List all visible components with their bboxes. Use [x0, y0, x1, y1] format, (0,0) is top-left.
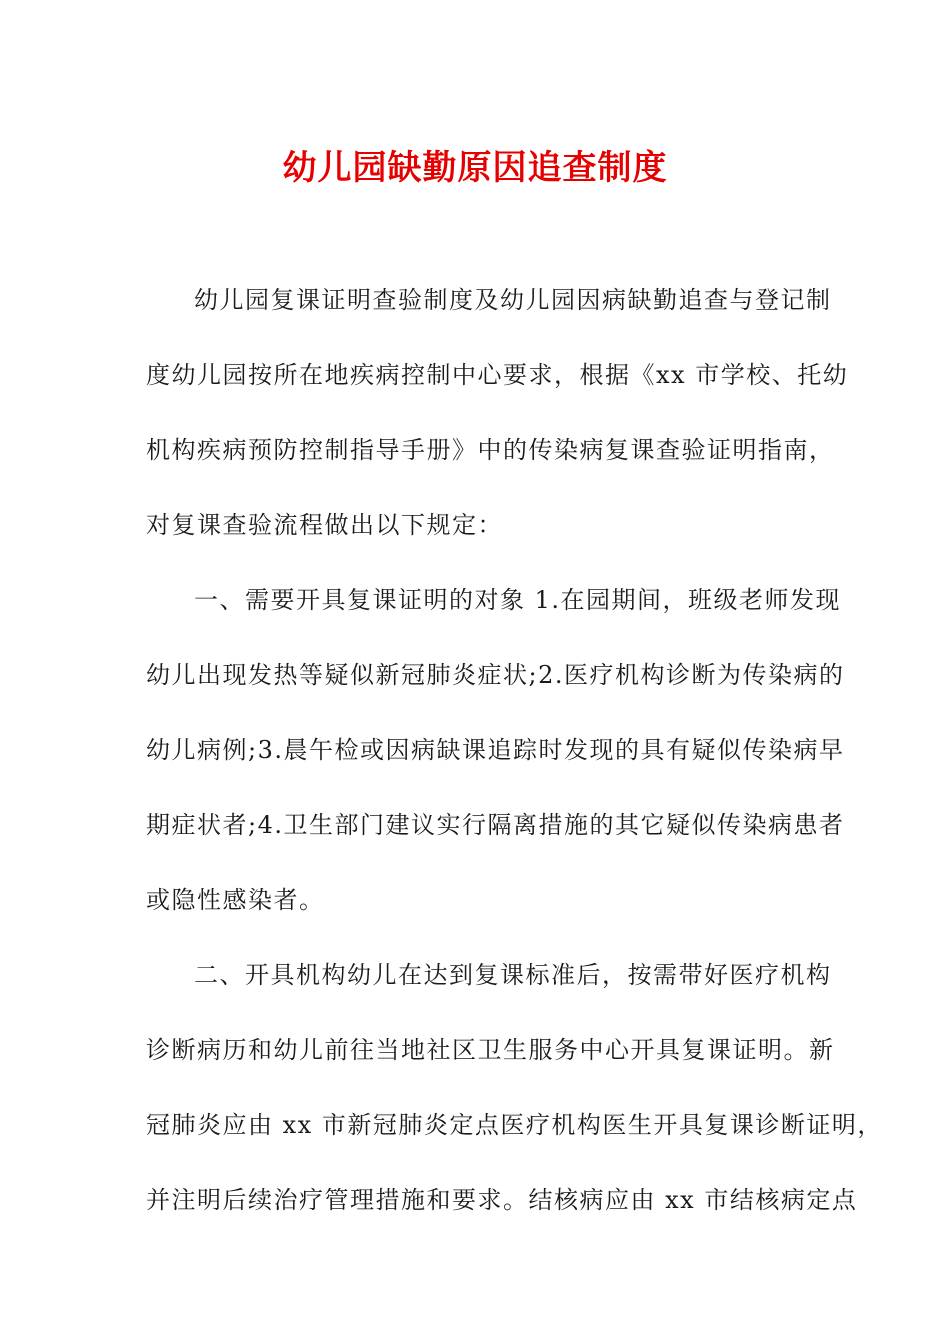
- paragraph-line: 幼儿园复课证明查验制度及幼儿园因病缺勤追查与登记制: [194, 286, 832, 314]
- paragraph-line: 幼儿病例;3.晨午检或因病缺课追踪时发现的具有疑似传染病早: [146, 736, 845, 764]
- paragraph-line: 对复课查验流程做出以下规定：: [146, 511, 503, 539]
- paragraph-line: 幼儿出现发热等疑似新冠肺炎症状;2.医疗机构诊断为传染病的: [146, 661, 845, 689]
- paragraph-line: 一、需要开具复课证明的对象 1.在园期间，班级老师发现: [194, 586, 842, 614]
- paragraph-line: 诊断病历和幼儿前往当地社区卫生服务中心开具复课证明。新: [146, 1036, 835, 1064]
- paragraph-line: 度幼儿园按所在地疾病控制中心要求，根据《xx 市学校、托幼: [146, 361, 849, 389]
- paragraph-line: 冠肺炎应由 xx 市新冠肺炎定点医疗机构医生开具复课诊断证明，: [146, 1111, 883, 1139]
- paragraph-line: 二、开具机构幼儿在达到复课标准后，按需带好医疗机构: [194, 961, 832, 989]
- paragraph-line: 或隐性感染者。: [146, 886, 325, 914]
- document-title: 幼儿园缺勤原因追查制度: [282, 148, 668, 188]
- paragraph-line: 并注明后续治疗管理措施和要求。结核病应由 xx 市结核病定点: [146, 1186, 858, 1214]
- paragraph-line: 机构疾病预防控制指导手册》中的传染病复课查验证明指南，: [146, 436, 835, 464]
- paragraph-line: 期症状者;4.卫生部门建议实行隔离措施的其它疑似传染病患者: [146, 811, 845, 839]
